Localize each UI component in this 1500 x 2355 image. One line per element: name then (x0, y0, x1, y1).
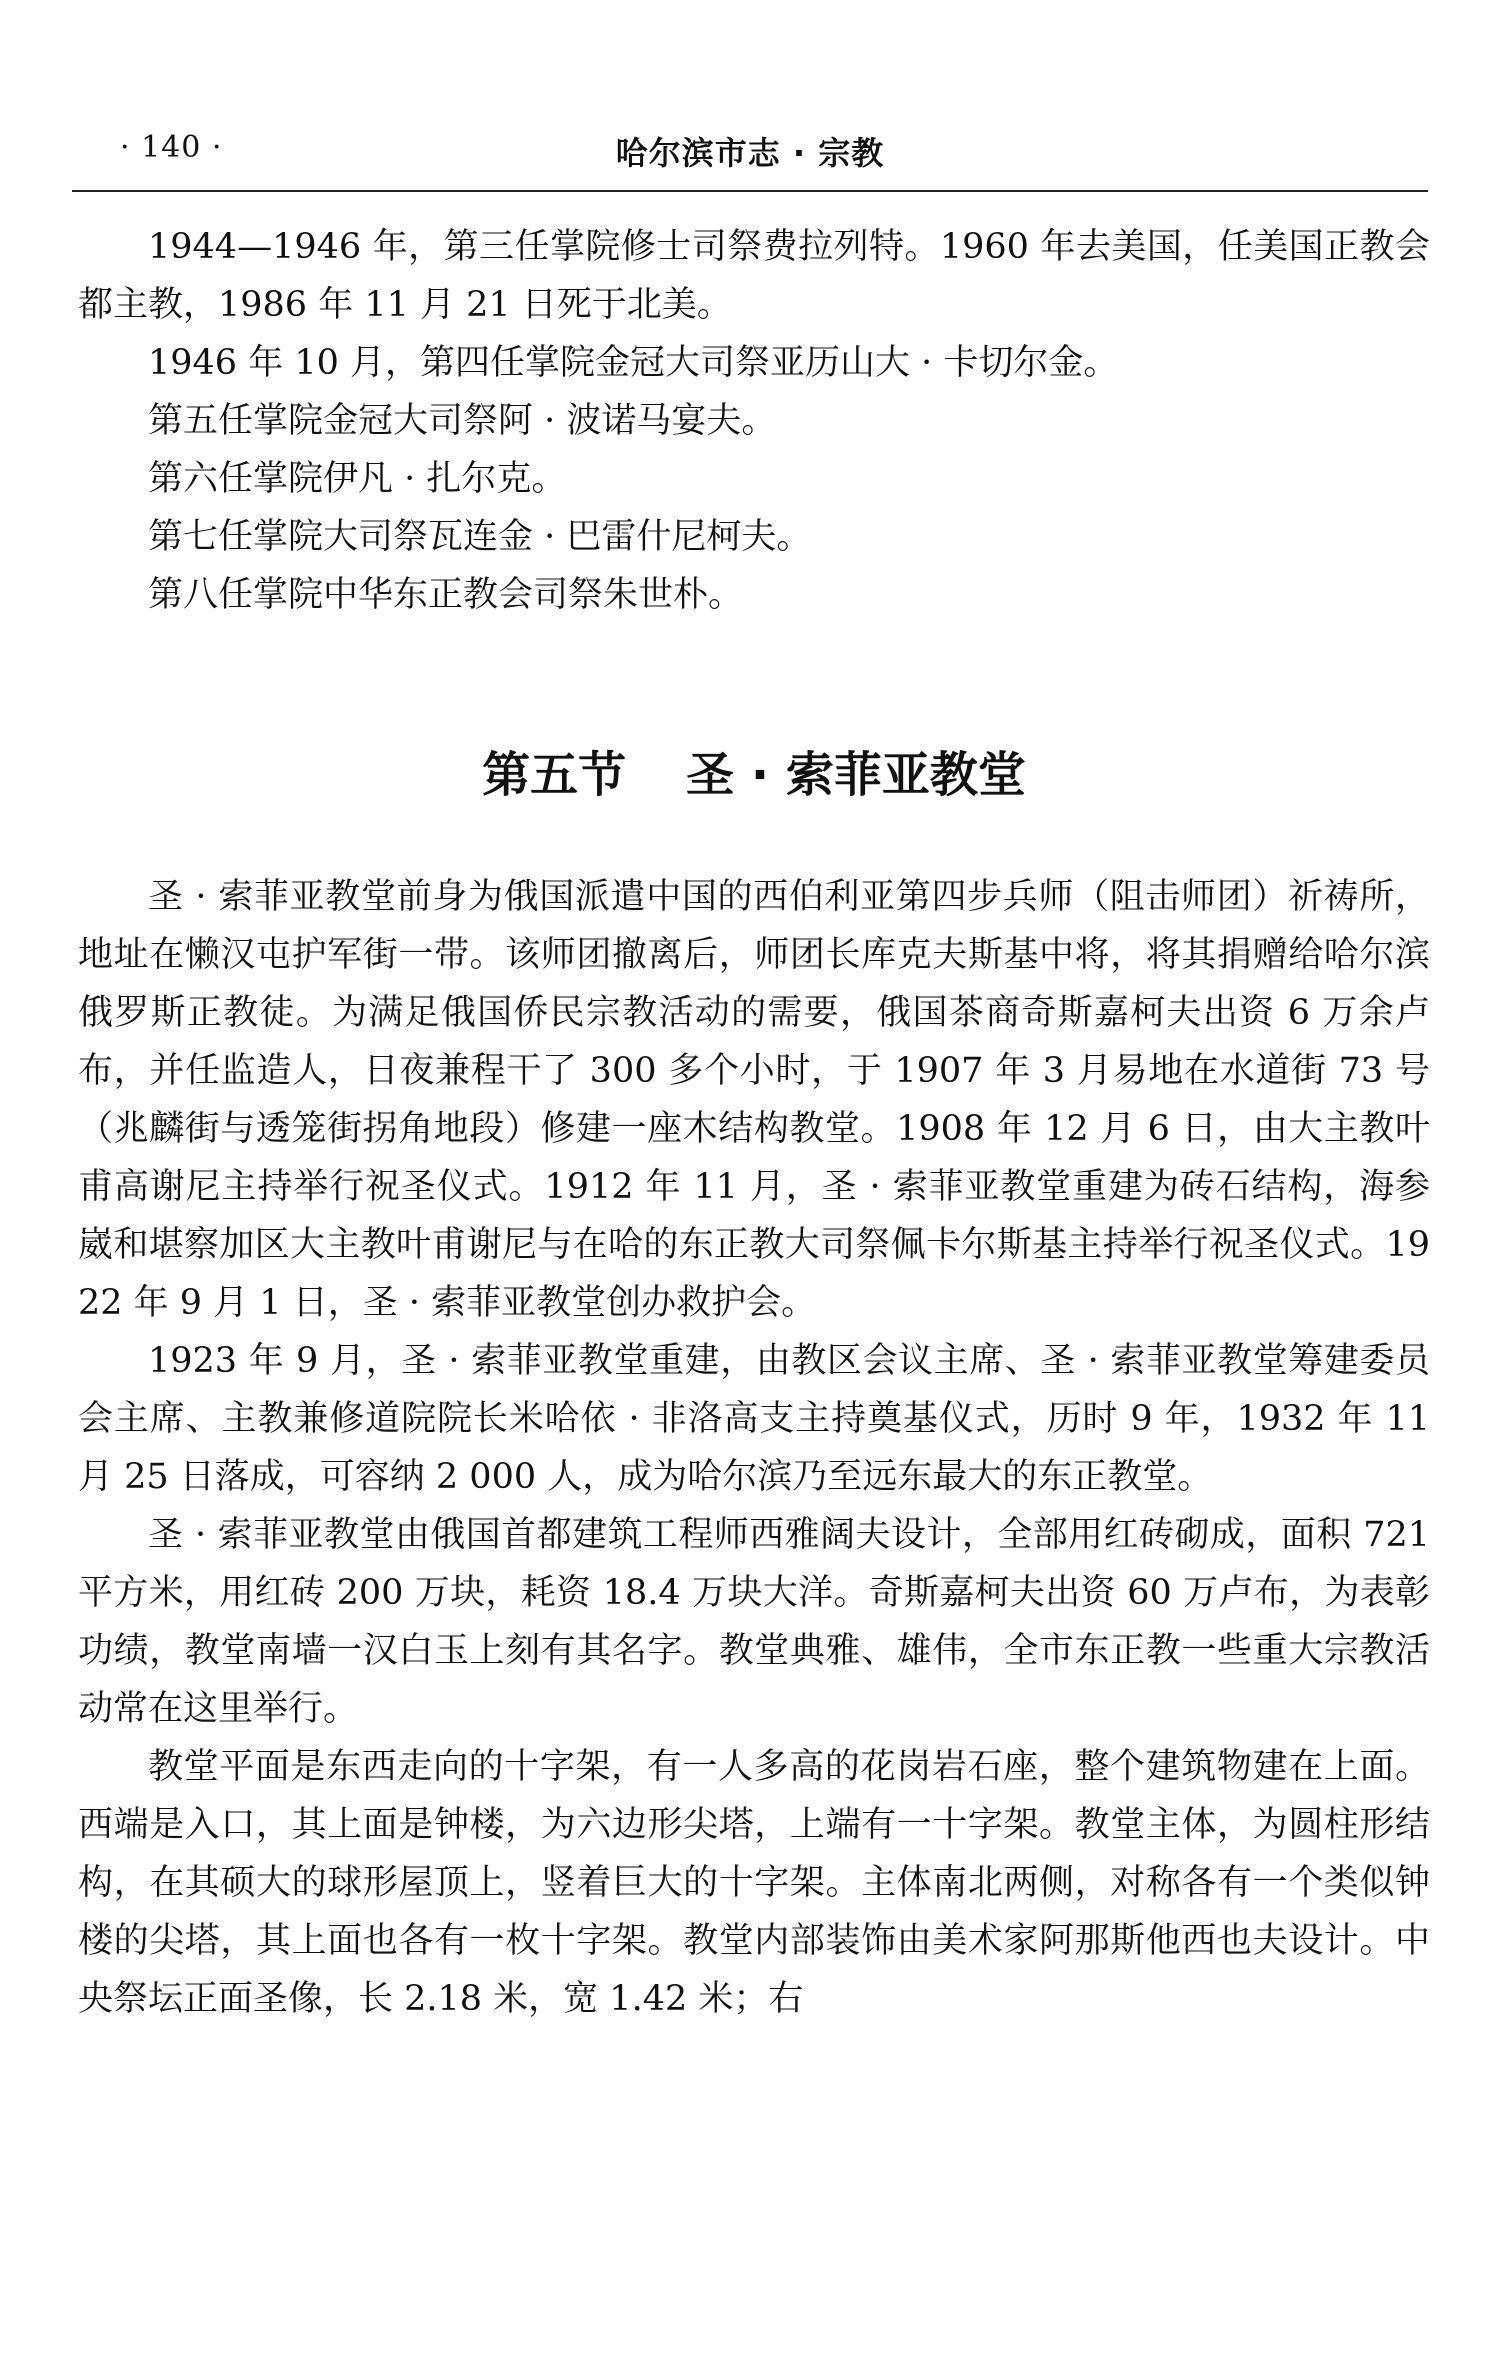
page-body (78, 218, 1430, 2028)
section-heading (78, 740, 1430, 810)
paragraph: 第六任掌院伊凡 · 扎尔克。 (148, 459, 567, 499)
paragraph: 教堂平面是东西走向的十字架，有一人多高的花岗岩石座，整个建筑物建在上面。西端是入口，其上面是钟楼，为六边形尖塔，上端有一十字架。教堂主体，为圆柱形结构，在其硕大的球形屋顶上，竖着巨大的十字架。主体南北两侧，对称各有一个类似钟楼的尖塔，其上面也各有一枚十字架。教堂内部装饰由美术家阿那斯他西也夫设计。中央祭坛正面圣像，长 2.18 米，宽 1.42 米；右 (78, 1747, 1430, 2019)
paragraph: 圣 · 索菲亚教堂由俄国首都建筑工程师西雅阔夫设计，全部用红砖砌成，面积 721 平方米，用红砖 200 万块，耗资 18.4 万块大洋。奇斯嘉柯夫出资 60 万卢布，为表彰功绩，教堂南墙一汉白玉上刻有其名字。教堂典雅、雄伟，全市东正教一些重大宗教活动常在这里举行。 (78, 1515, 1430, 1729)
paragraph: 1946 年 10 月，第四任掌院金冠大司祭亚历山大 · 卡切尔金。 (148, 343, 1119, 383)
paragraph: 1923 年 9 月，圣 · 索菲亚教堂重建，由教区会议主席、圣 · 索菲亚教堂筹建委员会主席、主教兼修道院院长米哈依 · 非洛高支主持奠基仪式，历时 9 年，1932 年 11 月 25 日落成，可容纳 2 000 人，成为哈尔滨乃至远东最大的东正教堂。 (78, 1341, 1430, 1497)
page-number: · 140 · (120, 130, 223, 165)
running-title: 哈尔滨市志 · 宗教 (615, 134, 885, 172)
paragraph: 第五任掌院金冠大司祭阿 · 波诺马宴夫。 (148, 401, 777, 441)
paragraph: 第七任掌院大司祭瓦连金 · 巴雷什尼柯夫。 (148, 517, 812, 557)
paragraph: 1944—1946 年，第三任掌院修士司祭费拉列特。1960 年去美国，任美国正教会都主教，1986 年 11 月 21 日死于北美。 (78, 227, 1430, 325)
section-number: 第五节 (482, 747, 627, 803)
section-title: 圣 · 索菲亚教堂 (686, 747, 1026, 803)
paragraph: 第八任掌院中华东正教会司祭朱世朴。 (148, 575, 744, 615)
paragraph: 圣 · 索菲亚教堂前身为俄国派遣中国的西伯利亚第四步兵师（阻击师团）祈祷所，地址在懒汉屯护军街一带。该师团撤离后，师团长库克夫斯基中将，将其捐赠给哈尔滨俄罗斯正教徒。为满足俄国侨民宗教活动的需要，俄国茶商奇斯嘉柯夫出资 6 万余卢布，并任监造人，日夜兼程干了 300 多个小时，于 1907 年 3 月易地在水道街 73 号（兆麟街与透笼街拐角地段）修建一座木结构教堂。1908 年 12 月 6 日，由大主教叶甫高谢尼主持举行祝圣仪式。1912 年 11 月，圣 · 索菲亚教堂重建为砖石结构，海参崴和堪察加区大主教叶甫谢尼与在哈的东正教大司祭佩卡尔斯基主持举行祝圣仪式。1922 年 9 月 1 日，圣 · 索菲亚教堂创办救护会。 (78, 877, 1430, 1323)
page-header (72, 130, 1428, 192)
